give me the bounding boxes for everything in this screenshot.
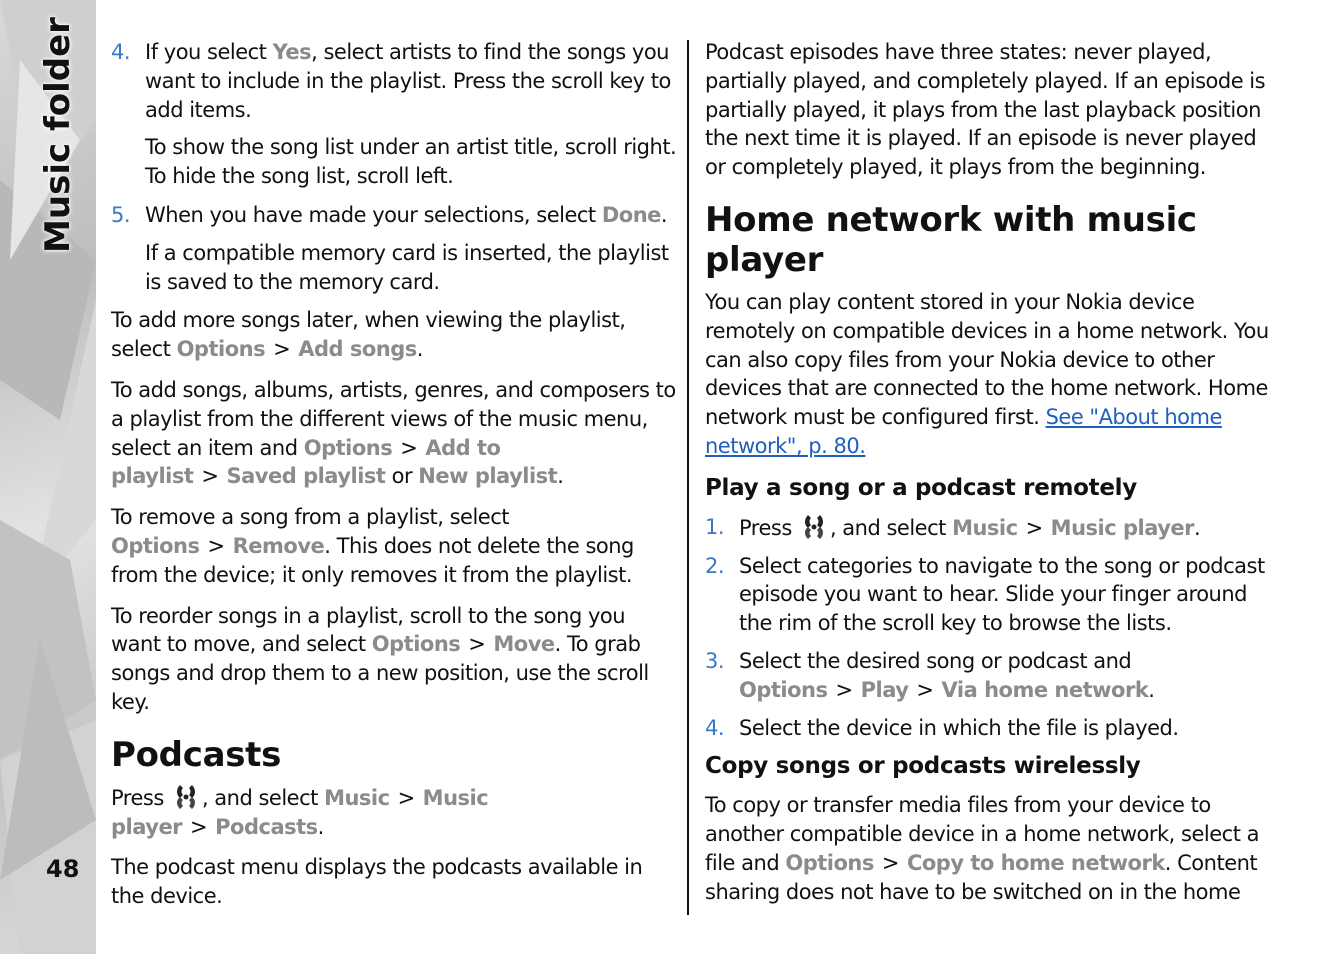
- list-item: 5. When you have made your selections, select Done.: [111, 201, 677, 230]
- menu-option: Play: [860, 677, 909, 702]
- menu-option: Music: [324, 785, 390, 810]
- menu-option: Yes: [272, 40, 312, 64]
- menu-option: Copy to home network: [906, 850, 1165, 875]
- separator: >: [468, 632, 486, 657]
- menu-option: Add songs: [298, 337, 417, 362]
- menu-option: Music: [952, 515, 1018, 540]
- menu-option: New playlist: [418, 464, 558, 489]
- list-number: 1.: [705, 514, 725, 539]
- section-title: Music folder: [38, 17, 78, 253]
- separator: >: [397, 785, 415, 810]
- cross-reference-link[interactable]: See "About home network", p. 80.: [705, 405, 1222, 458]
- column-divider: [687, 40, 689, 915]
- paragraph: Press , and select Music > Music player > Podcasts.: [111, 783, 677, 842]
- list-number: 4.: [111, 40, 131, 64]
- list-number: 3.: [705, 648, 725, 673]
- menu-option: Options: [739, 677, 828, 702]
- list-number: 4.: [705, 715, 725, 740]
- menu-option: Options: [176, 337, 266, 362]
- paragraph: Podcast episodes have three states: never played, partially played, and completely played. If an episode is partially played, it plays from the last playback position the next time it is played. If an episode is never played or completely played, it plays from the beginning.: [705, 40, 1266, 180]
- paragraph: To add songs, albums, artists, genres, and composers to a playlist from the different views of the music menu, select an item and Options > Add to playlist > Saved playlist or New playlist.: [111, 377, 676, 489]
- list-number: 5.: [111, 202, 131, 227]
- paragraph: To copy or transfer media files from your device to another compatible device in a home network, select a file and Options > Copy to home network. Content sharing does not have to be switched on in the home: [705, 793, 1259, 904]
- list-item-note: If a compatible memory card is inserted, the playlist is saved to the memory card.: [145, 240, 669, 294]
- separator: >: [1025, 515, 1043, 540]
- menu-option: Options: [111, 533, 200, 558]
- menu-option: Music player: [1050, 515, 1195, 540]
- menu-option: Move: [493, 632, 555, 657]
- side-tab: [0, 0, 96, 954]
- menu-option: Podcasts: [215, 814, 318, 839]
- paragraph: The podcast menu displays the podcasts available in the device.: [111, 855, 643, 909]
- list-item: 2. Select categories to navigate to the song or podcast episode you want to hear. Slide your finger around the rim of the scroll key to browse the lists.: [705, 553, 1265, 636]
- separator: >: [881, 850, 899, 875]
- right-column: [705, 38, 1271, 919]
- page-number: 48: [46, 855, 80, 883]
- menu-option: Via home network: [941, 677, 1149, 702]
- menu-key-icon: [174, 783, 198, 811]
- list-item: 1. Press , and select Music > Music player.: [705, 514, 1201, 540]
- menu-option: Remove: [232, 533, 325, 558]
- subheading-copy-wirelessly: Copy songs or podcasts wirelessly: [705, 753, 1141, 780]
- menu-key-icon: [802, 513, 826, 541]
- left-column: [111, 38, 677, 923]
- menu-option: Music player: [111, 785, 489, 839]
- subheading-play-remotely: Play a song or a podcast remotely: [705, 474, 1137, 501]
- list-item: 4. Select the device in which the file is played.: [705, 714, 1271, 743]
- paragraph: You can play content stored in your Nokia device remotely on compatible devices in a home network. You can also copy files from your Nokia device to other devices that are connected to the home network. Home network must be configured first. See "About home network", p. 80.: [705, 289, 1269, 458]
- menu-option: Done: [601, 202, 661, 227]
- paragraph: To reorder songs in a playlist, scroll to the song you want to move, and select Options > Move. To grab songs and drop them to a new position, use the scroll key.: [111, 603, 649, 714]
- heading-podcasts: Podcasts: [111, 734, 282, 775]
- menu-option: Options: [303, 435, 393, 460]
- separator: >: [400, 435, 418, 460]
- separator: >: [207, 533, 225, 558]
- paragraph: To remove a song from a playlist, select Options > Remove. This does not delete the song from the device; it only removes it from the playlist.: [111, 505, 634, 587]
- separator: >: [835, 677, 853, 702]
- menu-option: Add to playlist: [111, 435, 501, 489]
- paragraph: To add more songs later, when viewing the playlist, select Options > Add songs.: [111, 308, 626, 362]
- list-item-note: To show the song list under an artist title, scroll right. To hide the song list, scroll left.: [145, 135, 677, 189]
- menu-option: Saved playlist: [226, 464, 386, 489]
- list-item: 3. Select the desired song or podcast and Options > Play > Via home network.: [705, 648, 1155, 702]
- separator: >: [190, 814, 208, 839]
- separator: >: [916, 677, 934, 702]
- heading-home-network: Home network with music player: [705, 199, 1197, 280]
- separator: >: [273, 337, 291, 362]
- separator: >: [201, 464, 219, 489]
- list-number: 2.: [705, 553, 725, 578]
- menu-option: Options: [371, 632, 461, 657]
- menu-option: Options: [785, 850, 874, 875]
- list-item: 4. If you select Yes, select artists to find the songs you want to include in the playlist. Press the scroll key to add items.: [111, 40, 671, 122]
